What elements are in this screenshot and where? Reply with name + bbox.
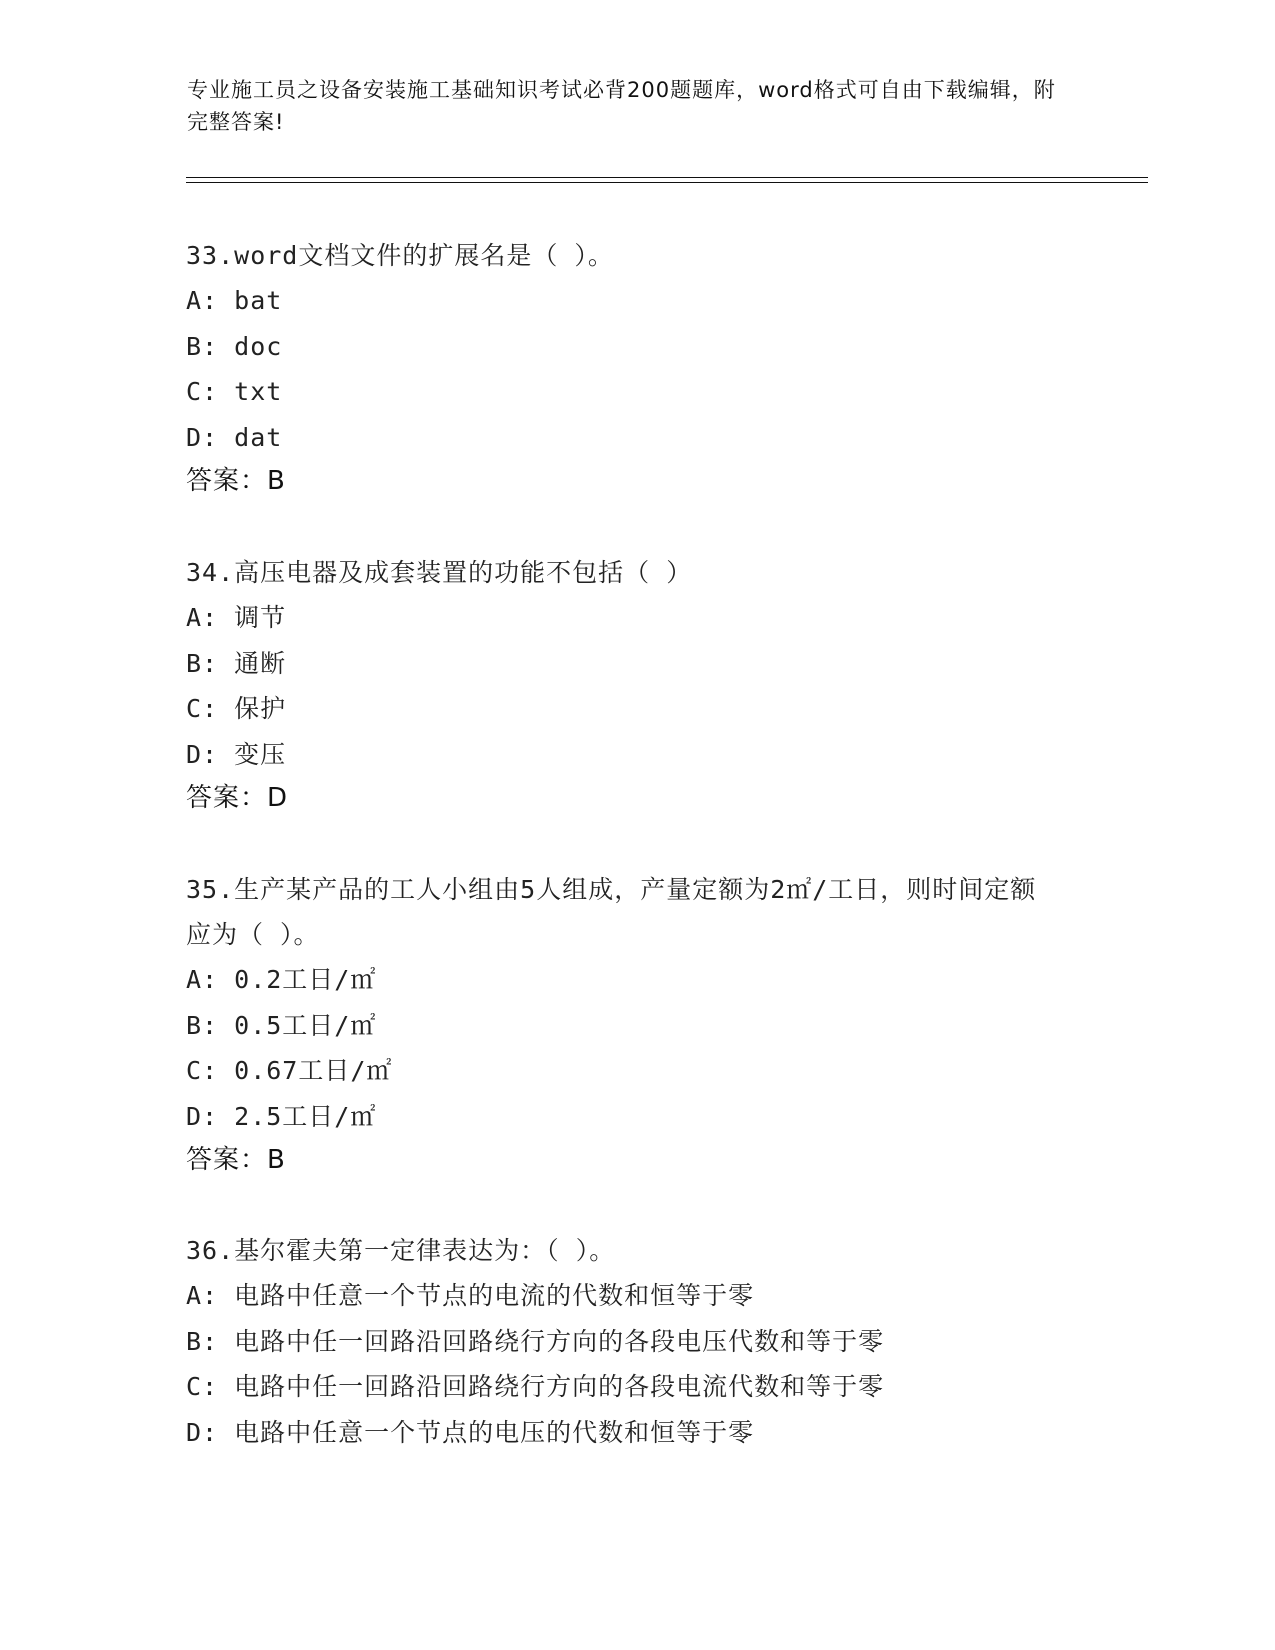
answer-line: 答案：D — [186, 783, 289, 813]
header-divider-bottom — [186, 182, 1148, 183]
option-c: C: 保护 — [186, 694, 287, 723]
option-a: A: 0.2工日/㎡ — [186, 965, 377, 994]
answer-line: 答案：B — [186, 466, 286, 496]
option-b: B: 0.5工日/㎡ — [186, 1010, 377, 1040]
answer-line: 答案：B — [186, 1145, 286, 1175]
question-stem: 35.生产某产品的工人小组由5人组成，产量定额为2㎡/工日，则时间定额应为（ ）。 — [186, 875, 1037, 949]
option-a: A: bat — [186, 286, 283, 315]
question-stem: 34.高压电器及成套装置的功能不包括（ ） — [186, 558, 693, 587]
option-b: B: 通断 — [186, 648, 287, 678]
option-c: C: 电路中任一回路沿回路绕行方向的各段电流代数和等于零 — [186, 1372, 885, 1401]
option-a: A: 调节 — [186, 603, 287, 632]
option-d: D: 电路中任意一个节点的电压的代数和恒等于零 — [186, 1417, 755, 1447]
option-b: B: 电路中任一回路沿回路绕行方向的各段电压代数和等于零 — [186, 1326, 885, 1356]
question-stem: 36.基尔霍夫第一定律表达为：（ ）。 — [186, 1236, 616, 1265]
question-36 — [186, 1228, 1086, 1455]
header-divider-top — [186, 177, 1148, 178]
option-d: D: 变压 — [186, 739, 287, 769]
option-c: C: txt — [186, 377, 283, 406]
question-stem: 33.word文档文件的扩展名是（ ）。 — [186, 241, 614, 270]
question-33 — [186, 233, 1086, 502]
option-d: D: 2.5工日/㎡ — [186, 1101, 377, 1131]
question-34 — [186, 550, 1086, 819]
option-d: D: dat — [186, 422, 283, 452]
option-b: B: doc — [186, 331, 283, 361]
question-35 — [186, 867, 1086, 1181]
document-header: 专业施工员之设备安装施工基础知识考试必背200题题库，word格式可自由下载编辑，附完整答案! — [187, 78, 1056, 134]
option-c: C: 0.67工日/㎡ — [186, 1056, 393, 1085]
option-a: A: 电路中任意一个节点的电流的代数和恒等于零 — [186, 1281, 755, 1310]
